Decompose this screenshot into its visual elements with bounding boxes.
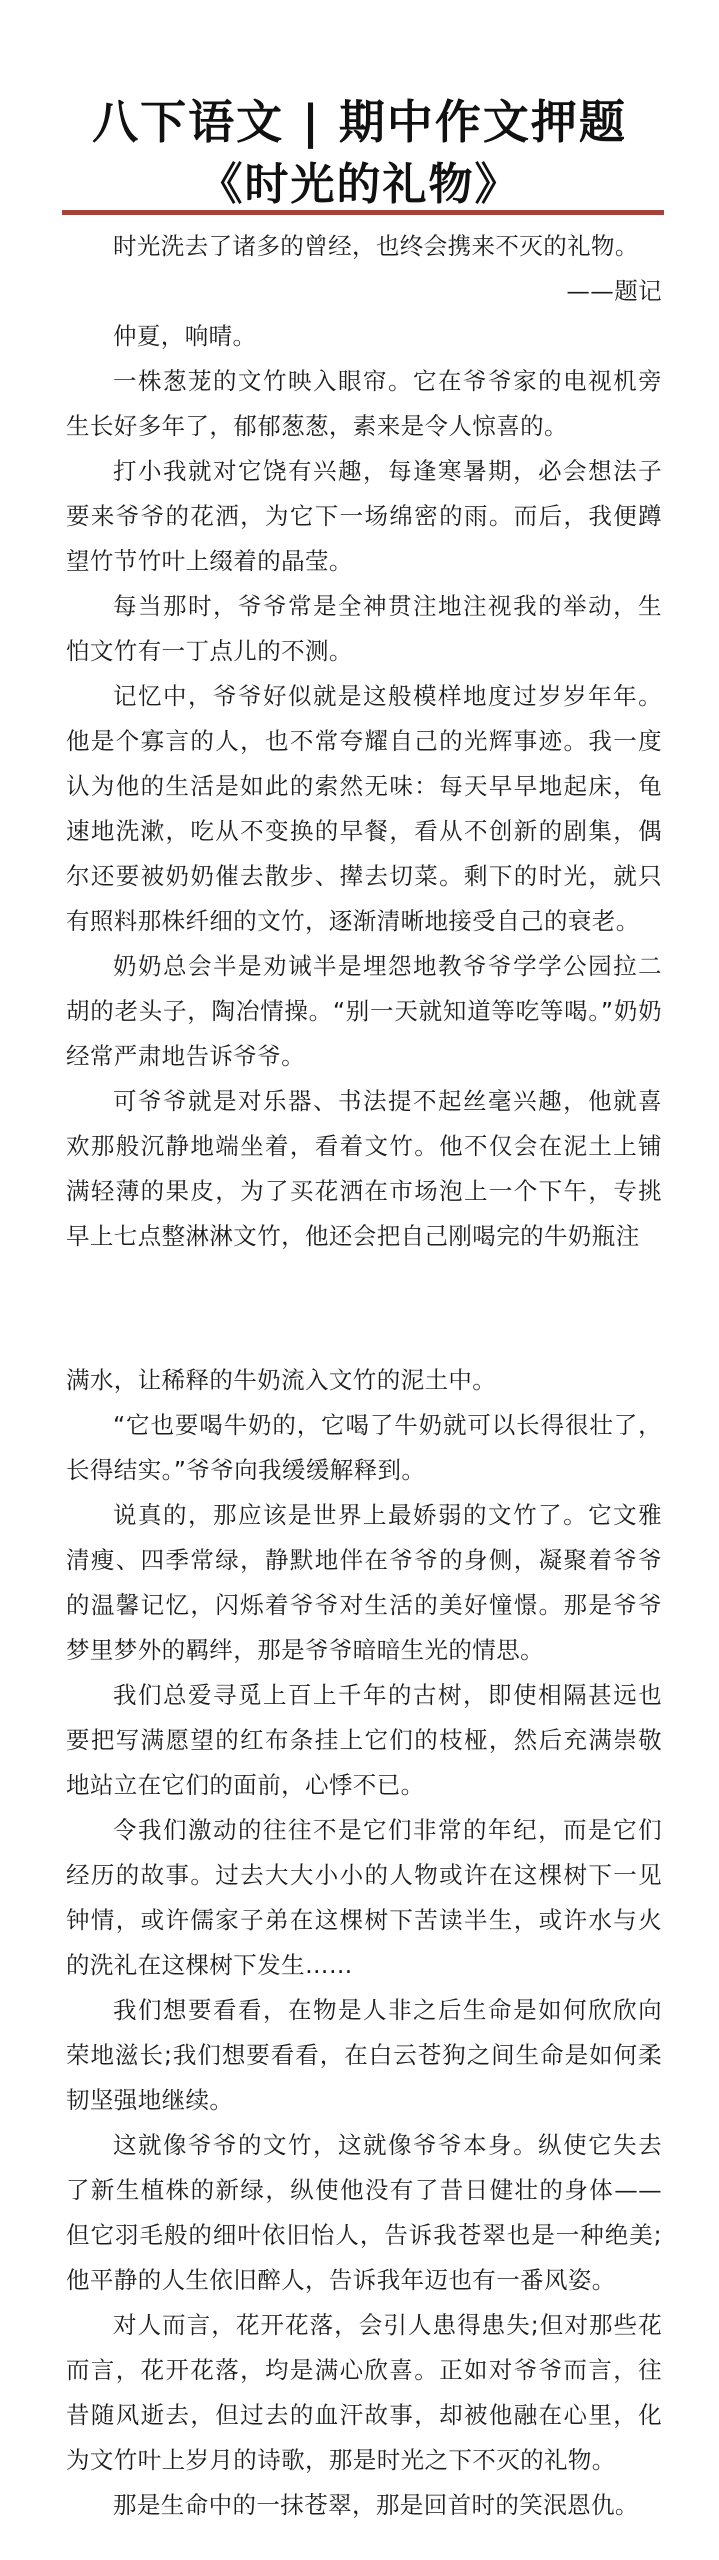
essay-paragraph: 对人而言，花开花落，会引人患得患失;但对那些花而言，花开花落，均是满心欣喜。正如对爷爷而言，往昔随风逝去，但过去的血汗故事，却被他融在心里，化为文竹叶上岁月的诗歌，那是时光之下不灭的礼物。 (66, 2311, 662, 2474)
page-title: 八下语文 | 期中作文押题 (92, 95, 627, 149)
essay-paragraph: 每当那时，爷爷常是全神贯注地注视我的举动，生怕文竹有一丁点儿的不测。 (66, 592, 662, 665)
essay-paragraph: 打小我就对它饶有兴趣，每逢寒暑期，必会想法子要来爷爷的花洒，为它下一场绵密的雨。而后，我便蹲望竹节竹叶上缀着的晶莹。 (66, 457, 662, 575)
epigraph-attribution: ——题记 (566, 277, 662, 305)
essay-paragraph: 那是生命中的一抹苍翠，那是回首时的笑泯恩仇。 (113, 2491, 639, 2519)
essay-paragraph: 仲夏，响晴。 (113, 322, 257, 350)
essay-paragraph: 时光洗去了诸多的曾经，也终会携来不灭的礼物。 (113, 232, 639, 260)
essay-paragraph: 我们想要看看，在物是人非之后生命是如何欣欣向荣地滋长;我们想要看看，在白云苍狗之间生命是如何柔韧坚强地继续。 (66, 1996, 662, 2114)
essay-body-top (66, 224, 662, 1259)
essay-paragraph: 令我们激动的往往不是它们非常的年纪，而是它们经历的故事。过去大大小小的人物或许在这棵树下一见钟情，或许儒家子弟在这棵树下苦读半生，或许水与火的洗礼在这棵树下发生…… (66, 1816, 662, 1979)
essay-paragraph: “它也要喝牛奶的，它喝了牛奶就可以长得很壮了，长得结实。”爷爷向我缓缓解释到。 (66, 1411, 662, 1484)
essay-paragraph: 一株葱茏的文竹映入眼帘。它在爷爷家的电视机旁生长好多年了，郁郁葱葱，素来是令人惊喜的。 (66, 367, 662, 440)
essay-body-bottom (66, 1358, 662, 2528)
essay-paragraph: 记忆中，爷爷好似就是这般模样地度过岁岁年年。他是个寡言的人，也不常夸耀自己的光辉事迹。我一度认为他的生活是如此的索然无味：每天早早地起床，龟速地洗漱，吃从不变换的早餐，看从不创新的剧集，偶尔还要被奶奶催去散步、撵去切菜。剩下的时光，就只有照料那株纤细的文竹，逐渐清晰地接受自己的衰老。 (66, 682, 662, 935)
essay-title: 《时光的礼物》 (198, 159, 521, 210)
essay-paragraph: 说真的，那应该是世界上最娇弱的文竹了。它文雅清瘦、四季常绿，静默地伴在爷爷的身侧，凝聚着爷爷的温馨记忆，闪烁着爷爷对生活的美好憧憬。那是爷爷梦里梦外的羁绊，那是爷爷暗暗生光的情思。 (66, 1501, 662, 1664)
essay-paragraph: 满水，让稀释的牛奶流入文竹的泥土中。 (66, 1366, 497, 1394)
essay-paragraph: 奶奶总会半是劝诫半是埋怨地教爷爷学学公园拉二胡的老头子，陶冶情操。“别一天就知道等吃等喝。”奶奶经常严肃地告诉爷爷。 (66, 952, 662, 1070)
essay-paragraph: 这就像爷爷的文竹，这就像爷爷本身。纵使它失去了新生植株的新绿，纵使他没有了昔日健壮的身体——但它羽毛般的细叶依旧怡人，告诉我苍翠也是一种绝美;他平静的人生依旧醉人，告诉我年迈也有一番风姿。 (66, 2131, 662, 2294)
essay-paragraph: 我们总爱寻觅上百上千年的古树，即使相隔甚远也要把写满愿望的红布条挂上它们的枝桠，然后充满崇敬地站立在它们的面前，心悸不已。 (66, 1681, 662, 1799)
essay-paragraph: 可爷爷就是对乐器、书法提不起丝毫兴趣，他就喜欢那般沉静地端坐着，看着文竹。他不仅会在泥土上铺满轻薄的果皮，为了买花洒在市场泡上一个下午，专挑早上七点整淋淋文竹，他还会把自己刚喝完的牛奶瓶注 (66, 1087, 662, 1250)
title-divider (62, 210, 664, 215)
